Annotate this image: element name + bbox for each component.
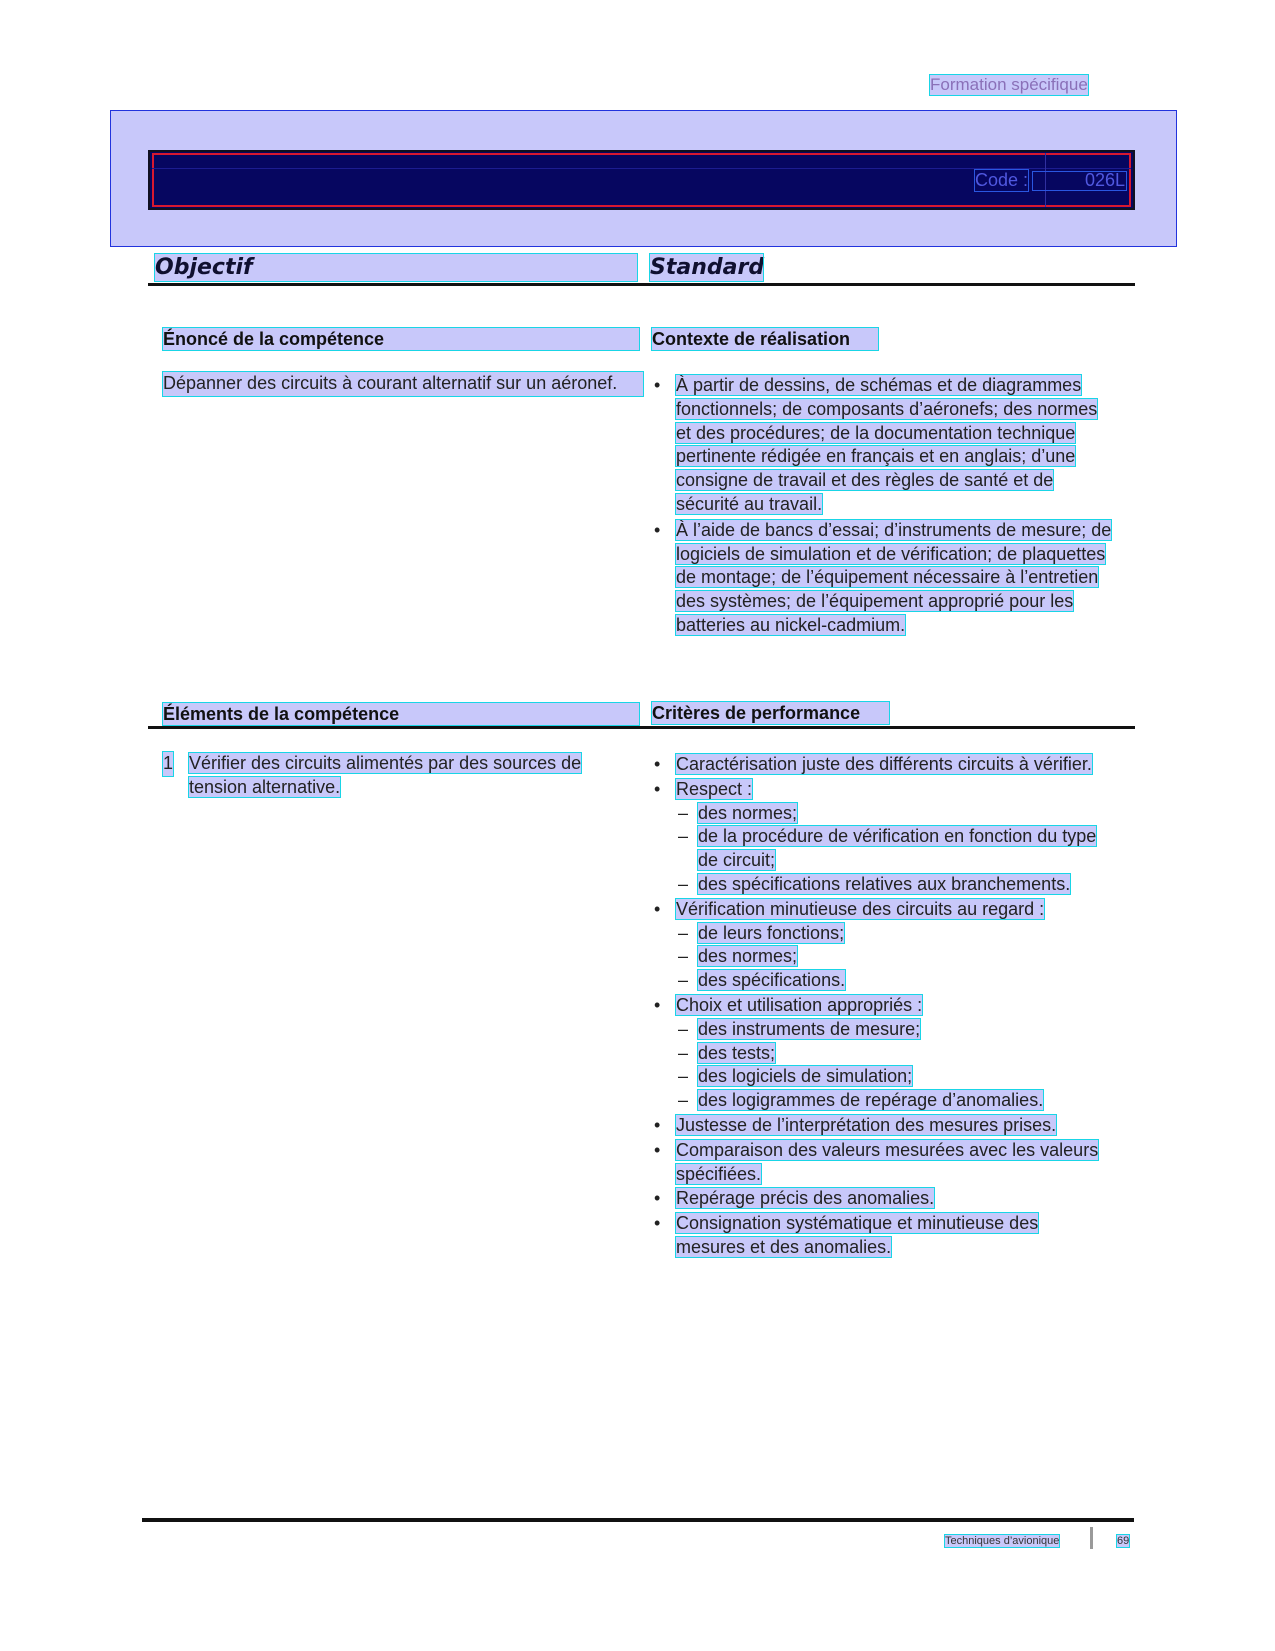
- criterion-sublist: [676, 922, 1112, 993]
- criterion-item: [652, 1114, 1112, 1138]
- competency-statement: [163, 372, 643, 396]
- criterion-subitem-text: des spécifications.: [698, 970, 846, 991]
- statement-heading: Énoncé de la compétence: [163, 328, 639, 350]
- criterion-subitem-text: des normes;: [698, 946, 798, 967]
- criterion-item: [652, 753, 1112, 777]
- criterion-item: [652, 1187, 1112, 1211]
- element-text: Vérifier des circuits alimentés par des sources de tension alternative.: [189, 753, 582, 797]
- criterion-item: [652, 1212, 1112, 1260]
- section-rule: [148, 726, 1135, 729]
- criterion-subitem-text: des spécifications relatives aux branchements.: [698, 873, 1071, 894]
- criterion-subitem: [654, 922, 1112, 946]
- criterion-subitem: [654, 825, 1112, 873]
- criterion-item: [652, 994, 1112, 1113]
- criterion-subitem: [654, 945, 1112, 969]
- criterion-subitem-text: des logigrammes de repérage d’anomalies.: [698, 1090, 1044, 1111]
- criterion-subitem-text: des tests;: [698, 1042, 776, 1063]
- criterion-item: [652, 1139, 1112, 1187]
- elements-heading: Éléments de la compétence: [163, 703, 639, 725]
- context-item: [652, 519, 1112, 638]
- banner-divider: [152, 168, 1131, 169]
- criterion-text: Caractérisation juste des différents circuits à vérifier.: [676, 754, 1092, 774]
- criterion-subitem: [654, 1089, 1112, 1113]
- criterion-text: Comparaison des valeurs mesurées avec les valeurs spécifiées.: [676, 1139, 1099, 1184]
- criterion-subitem: [654, 1042, 1112, 1066]
- header-rule: [148, 283, 1135, 286]
- criterion-subitem-text: des normes;: [698, 802, 798, 823]
- context-item: [652, 374, 1112, 517]
- criterion-sublist: [676, 1018, 1112, 1113]
- context-item-text: À partir de dessins, de schémas et de diagrammes fonctionnels; de composants d’aéronefs; des normes et des procédures; de la documentation technique pertinente rédigée en français et en anglais; d’une consigne de travail et des règles de santé et de sécurité au travail.: [676, 375, 1098, 514]
- criterion-subitem-text: de la procédure de vérification en fonction du type de circuit;: [698, 826, 1097, 871]
- criterion-sublist: [676, 802, 1112, 897]
- criterion-subitem: [654, 1065, 1112, 1089]
- criterion-text: Justesse de l’interprétation des mesures prises.: [676, 1114, 1057, 1135]
- criterion-item: [652, 778, 1112, 897]
- objective-title: Objectif: [155, 254, 637, 281]
- code-value: 026L: [1085, 170, 1126, 190]
- element-number: 1: [163, 752, 173, 776]
- competency-statement-text: Dépanner des circuits à courant alternatif sur un aéronef.: [163, 372, 643, 396]
- criteria-list: [652, 753, 1112, 1261]
- context-heading: Contexte de réalisation: [652, 328, 878, 350]
- criterion-text: Consignation systématique et minutieuse des mesures et des anomalies.: [676, 1213, 1039, 1257]
- context-item-text: À l’aide de bancs d’essai; d’instruments de mesure; de logiciels de simulation et de vérification; de plaquettes de montage; de l’équipement nécessaire à l’entretien des systèmes; de l’équipement approprié pour les batteries au nickel-cadmium.: [676, 519, 1112, 635]
- footer-title: Techniques d’avionique: [945, 1535, 1060, 1547]
- page-number: 69: [1117, 1535, 1130, 1547]
- criterion-text: Repérage précis des anomalies.: [676, 1188, 935, 1209]
- criterion-subitem-text: des instruments de mesure;: [698, 1018, 921, 1039]
- standard-title: Standard: [650, 255, 765, 280]
- criterion-subitem-text: de leurs fonctions;: [698, 922, 845, 943]
- criterion-text: Respect :: [676, 778, 753, 799]
- criterion-text: Choix et utilisation appropriés :: [676, 994, 923, 1015]
- criterion-subitem: [654, 802, 1112, 826]
- criterion-text: Vérification minutieuse des circuits au regard :: [676, 898, 1045, 919]
- footer-rule: [142, 1518, 1134, 1522]
- criterion-item: [652, 898, 1112, 993]
- criteria-heading: Critères de performance: [652, 702, 889, 724]
- code-label: Code :: [975, 170, 1029, 190]
- competency-element: [163, 752, 643, 800]
- criterion-subitem: [654, 873, 1112, 897]
- criterion-subitem: [654, 969, 1112, 993]
- running-header: Formation spécifique: [930, 75, 1088, 94]
- footer-separator: [1090, 1527, 1093, 1549]
- criterion-subitem-text: des logiciels de simulation;: [698, 1066, 913, 1087]
- criterion-subitem: [654, 1018, 1112, 1042]
- context-list: [652, 374, 1112, 639]
